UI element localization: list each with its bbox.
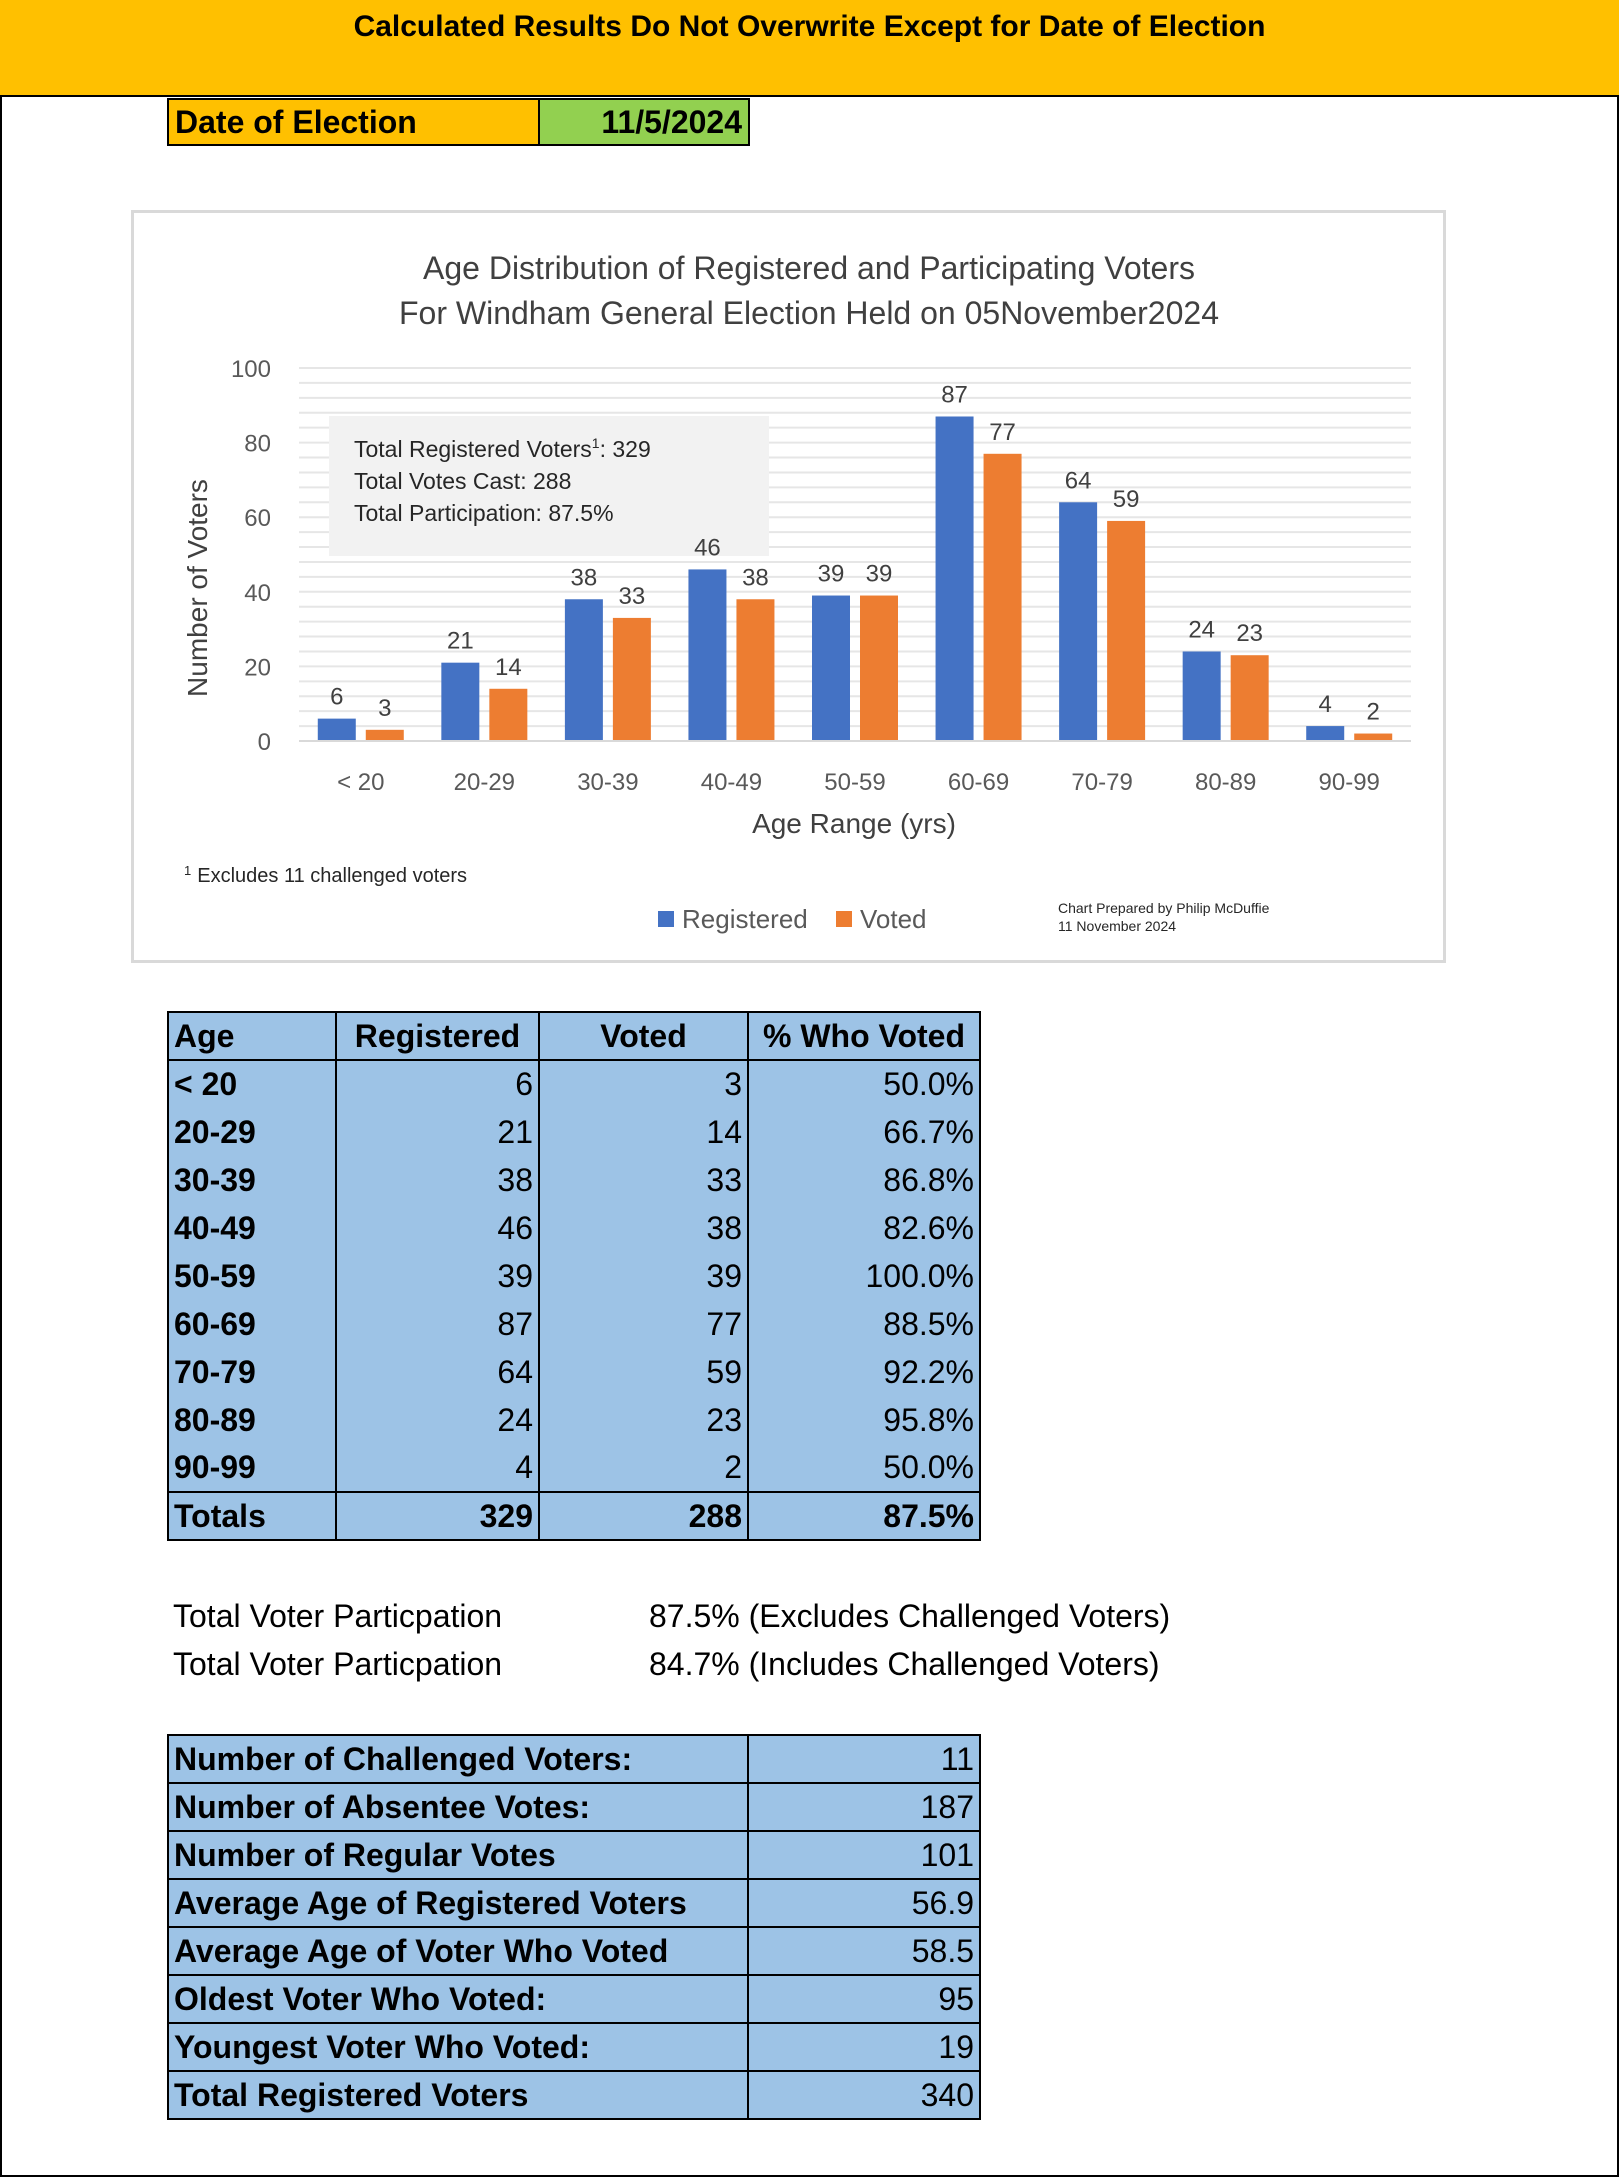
participation-label: Total Voter Particpation: [173, 1646, 503, 1682]
age-cell: 90-99: [168, 1444, 336, 1492]
stat-value: 187: [748, 1783, 980, 1831]
stat-value: 95: [748, 1975, 980, 2023]
info-line-votes: Total Votes Cast: 288: [354, 468, 572, 494]
stat-value: 11: [748, 1735, 980, 1783]
header-voted: Voted: [539, 1012, 748, 1060]
voted-cell: 14: [539, 1108, 748, 1156]
age-cell: < 20: [168, 1060, 336, 1108]
registered-cell: 38: [336, 1156, 539, 1204]
election-date-input[interactable]: 11/5/2024: [540, 100, 748, 144]
stat-label: Number of Challenged Voters:: [168, 1735, 748, 1783]
x-tick-label: 70-79: [1071, 769, 1133, 796]
registered-data-label: 38: [570, 564, 598, 592]
y-tick-label: 100: [230, 356, 271, 383]
stat-value: 56.9: [748, 1879, 980, 1927]
totals-row: [168, 1492, 980, 1540]
legend-swatch-voted: [836, 911, 852, 927]
voted-bar: [1231, 655, 1269, 741]
voted-data-label: 14: [494, 653, 522, 681]
voted-data-label: 38: [742, 564, 769, 592]
totals-voted: 288: [539, 1492, 748, 1540]
age-cell: 80-89: [168, 1396, 336, 1444]
voted-bar: [366, 730, 404, 741]
y-tick-label: 60: [244, 505, 271, 533]
participation-value: 87.5% (Excludes Challenged Voters): [649, 1598, 1171, 1634]
age-row: [168, 1444, 980, 1492]
election-date-row: [167, 98, 750, 146]
registered-bar: [1306, 726, 1344, 741]
legend-label-voted: Voted: [860, 904, 927, 934]
stat-value: 58.5: [748, 1927, 980, 1975]
participation-value: 84.7% (Includes Challenged Voters): [649, 1646, 1160, 1682]
pct-cell: 92.2%: [748, 1348, 980, 1396]
info-line-registered: [354, 435, 651, 462]
legend-swatch-registered: [658, 911, 674, 927]
x-axis: [299, 741, 1411, 796]
y-tick-label: 0: [257, 729, 271, 756]
age-row: [168, 1156, 980, 1204]
age-table-body: [168, 1060, 980, 1540]
registered-data-label: 21: [446, 627, 474, 655]
registered-data-label: 24: [1188, 616, 1216, 644]
age-table-header: [168, 1012, 980, 1060]
age-cell: 50-59: [168, 1252, 336, 1300]
stat-value: 19: [748, 2023, 980, 2071]
voted-cell: 2: [539, 1444, 748, 1492]
pct-cell: 50.0%: [748, 1444, 980, 1492]
pct-cell: 50.0%: [748, 1060, 980, 1108]
stat-row: [168, 1783, 980, 1831]
age-cell: 60-69: [168, 1300, 336, 1348]
registered-cell: 24: [336, 1396, 539, 1444]
registered-cell: 87: [336, 1300, 539, 1348]
age-row: [168, 1060, 980, 1108]
pct-cell: 66.7%: [748, 1108, 980, 1156]
voted-bar: [613, 618, 651, 741]
pct-cell: 100.0%: [748, 1252, 980, 1300]
y-tick-label: 80: [244, 430, 271, 458]
voted-data-label: 39: [865, 560, 893, 588]
stat-label: Number of Regular Votes: [168, 1831, 748, 1879]
footnote-sup: 1: [184, 863, 192, 878]
stat-row: [168, 1879, 980, 1927]
age-row: [168, 1348, 980, 1396]
header-pct-voted: % Who Voted: [748, 1012, 980, 1060]
stat-row: [168, 1735, 980, 1783]
participation-label: Total Voter Particpation: [173, 1598, 503, 1634]
age-cell: 40-49: [168, 1204, 336, 1252]
stats-table: [167, 1734, 981, 2120]
x-tick-label: 50-59: [824, 769, 886, 796]
voted-data-label: 3: [378, 694, 392, 722]
age-cell: 30-39: [168, 1156, 336, 1204]
x-tick-label: 90-99: [1318, 769, 1380, 796]
voted-data-label: 59: [1112, 485, 1140, 513]
age-distribution-chart: [131, 210, 1446, 963]
pct-cell: 82.6%: [748, 1204, 980, 1252]
stat-row: [168, 1927, 980, 1975]
voted-bar: [489, 689, 527, 741]
y-axis: [231, 356, 271, 756]
legend: [658, 904, 927, 934]
totals-label: Totals: [168, 1492, 336, 1540]
pct-cell: 88.5%: [748, 1300, 980, 1348]
stats-table-body: [168, 1735, 980, 2119]
voted-data-label: 33: [618, 582, 646, 610]
banner-text: Calculated Results Do Not Overwrite Except for Date of Election: [353, 10, 1266, 43]
registered-cell: 6: [336, 1060, 539, 1108]
info-line-registered-value: : 329: [599, 436, 651, 462]
stat-value: 101: [748, 1831, 980, 1879]
age-table: [167, 1011, 981, 1541]
registered-bar: [565, 599, 603, 741]
x-tick-label: 40-49: [700, 769, 763, 796]
registered-cell: 64: [336, 1348, 539, 1396]
totals-registered: 329: [336, 1492, 539, 1540]
age-row: [168, 1252, 980, 1300]
info-line-participation: Total Participation: 87.5%: [354, 500, 614, 526]
y-tick-label: 40: [244, 579, 271, 607]
registered-bar: [1059, 502, 1097, 741]
age-row: [168, 1108, 980, 1156]
registered-cell: 39: [336, 1252, 539, 1300]
credit-line2: 11 November 2024: [1058, 918, 1177, 934]
voted-cell: 33: [539, 1156, 748, 1204]
voted-bar: [1107, 521, 1145, 741]
chart-title-line1: Age Distribution of Registered and Participating Voters: [423, 250, 1195, 286]
header-age: Age: [168, 1012, 336, 1060]
info-line-registered-sup: 1: [591, 435, 600, 451]
voted-cell: 77: [539, 1300, 748, 1348]
voted-cell: 39: [539, 1252, 748, 1300]
stat-row: [168, 1831, 980, 1879]
legend-label-registered: Registered: [682, 904, 808, 934]
x-tick-label: 30-39: [577, 769, 639, 796]
voted-cell: 59: [539, 1348, 748, 1396]
chart-title-line2: For Windham General Election Held on 05November2024: [399, 295, 1219, 331]
header-registered: Registered: [336, 1012, 539, 1060]
footnote: [184, 863, 467, 887]
stat-row: [168, 2023, 980, 2071]
stat-label: Average Age of Voter Who Voted: [168, 1927, 748, 1975]
registered-bar: [936, 416, 974, 741]
registered-data-label: 46: [694, 534, 721, 562]
registered-bar: [318, 719, 356, 741]
stat-row: [168, 2071, 980, 2119]
registered-bar: [812, 596, 850, 741]
stat-label: Youngest Voter Who Voted:: [168, 2023, 748, 2071]
footnote-text: Excludes 11 challenged voters: [197, 865, 468, 887]
registered-data-label: 6: [330, 683, 344, 711]
registered-bar: [441, 663, 479, 741]
x-tick-label: 20-29: [453, 769, 516, 796]
voted-data-label: 2: [1366, 698, 1380, 726]
stat-label: Total Registered Voters: [168, 2071, 748, 2119]
age-row: [168, 1300, 980, 1348]
pct-cell: 86.8%: [748, 1156, 980, 1204]
stat-row: [168, 1975, 980, 2023]
stat-value: 340: [748, 2071, 980, 2119]
credit-line1: Chart Prepared by Philip McDuffie: [1058, 900, 1270, 916]
voted-cell: 23: [539, 1396, 748, 1444]
x-tick-label: 80-89: [1194, 769, 1257, 796]
voted-cell: 3: [539, 1060, 748, 1108]
voted-bar: [860, 596, 898, 741]
chart-canvas: [134, 213, 1443, 960]
registered-cell: 46: [336, 1204, 539, 1252]
registered-cell: 21: [336, 1108, 539, 1156]
voted-bar: [736, 599, 774, 741]
voted-bar: [1354, 734, 1392, 741]
voted-cell: 38: [539, 1204, 748, 1252]
y-tick-label: 20: [244, 654, 271, 682]
stat-label: Number of Absentee Votes:: [168, 1783, 748, 1831]
registered-data-label: 4: [1318, 691, 1332, 719]
registered-cell: 4: [336, 1444, 539, 1492]
stat-label: Oldest Voter Who Voted:: [168, 1975, 748, 2023]
age-cell: 20-29: [168, 1108, 336, 1156]
x-tick-label: 60-69: [947, 769, 1010, 796]
registered-data-label: 64: [1064, 467, 1092, 495]
stat-label: Average Age of Registered Voters: [168, 1879, 748, 1927]
voted-bar: [984, 454, 1022, 741]
totals-pct: 87.5%: [748, 1492, 980, 1540]
header-banner: [0, 0, 1619, 97]
voted-data-label: 23: [1236, 620, 1264, 648]
y-axis-title: Number of Voters: [182, 479, 213, 697]
age-row: [168, 1396, 980, 1444]
info-line-registered-label: Total Registered Voters: [354, 436, 592, 462]
x-axis-title: Age Range (yrs): [752, 808, 956, 839]
voted-data-label: 77: [989, 418, 1016, 446]
registered-data-label: 87: [941, 381, 968, 409]
registered-bar: [1183, 651, 1221, 741]
pct-cell: 95.8%: [748, 1396, 980, 1444]
age-cell: 70-79: [168, 1348, 336, 1396]
registered-data-label: 39: [817, 560, 845, 588]
x-tick-label: < 20: [337, 769, 385, 796]
registered-bar: [688, 569, 726, 741]
election-date-label: Date of Election: [169, 100, 540, 144]
age-row: [168, 1204, 980, 1252]
